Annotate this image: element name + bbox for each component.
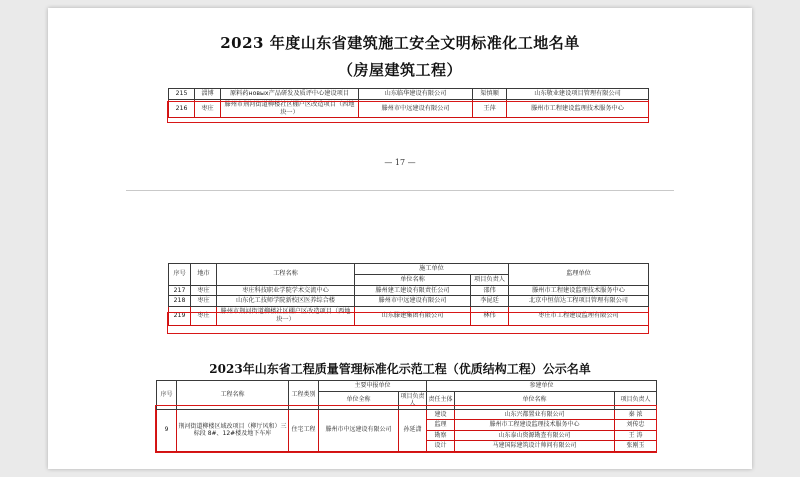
cell-manager: 李昆廷 xyxy=(471,296,509,307)
section3-title: 2023年山东省工程质量管理标准化示范工程（优质结构工程）公示名单 xyxy=(209,362,591,376)
header-participate-manager: 项目负责人 xyxy=(615,391,657,409)
cell-role: 监理 xyxy=(427,420,455,431)
cell-participant-person: 王 涛 xyxy=(615,430,657,441)
cell-builder: 滕州建工建设有限责任公司 xyxy=(355,285,471,296)
cell-role: 设计 xyxy=(427,441,455,452)
cell-project: 山东化工技师学院新校区医养综合楼 xyxy=(217,296,355,307)
cell-role: 勘察 xyxy=(427,430,455,441)
page-title-line1: 2023 年度山东省建筑施工安全文明标准化工地名单 xyxy=(220,34,580,52)
cell-manager: 林伟 xyxy=(471,307,509,326)
cell-area: 枣庄 xyxy=(191,296,217,307)
table-1 xyxy=(168,88,649,118)
table-section-2 xyxy=(168,263,648,326)
cell-type: 住宅工程 xyxy=(289,409,319,451)
cell-supervisor: 北京中恒信达工程项目管理有限公司 xyxy=(509,296,649,307)
header-declare-manager: 项目负责人 xyxy=(400,392,425,407)
cell-builder: 滕州市中远建设有限公司 xyxy=(359,99,473,118)
cell-declare-manager: 孙延潇 xyxy=(399,409,427,451)
header-area: 地市 xyxy=(191,264,217,286)
cell-project: 枣庄科技职业学院学术交流中心 xyxy=(217,285,355,296)
cell-participant-person: 秦 浓 xyxy=(615,409,657,420)
cell-builder: 山东滕建集团有限公司 xyxy=(355,307,471,326)
cell-project: 滕州市荆河街道柳楼社区棚户区改造项目（西地块一） xyxy=(217,307,355,326)
table-row-highlighted xyxy=(169,307,649,326)
table-row-highlighted xyxy=(157,409,657,420)
page-number: — 17 — xyxy=(384,158,416,167)
header-construction-unit: 施工单位 xyxy=(355,264,509,275)
header-declare-unit: 主要申报单位 xyxy=(319,381,427,392)
cell-no: 217 xyxy=(169,285,191,296)
cell-role: 建设 xyxy=(427,409,455,420)
cell-participant-unit: 滕州市工程建设监理技术服务中心 xyxy=(455,420,615,431)
table-3 xyxy=(156,380,657,452)
table-row xyxy=(169,89,649,100)
header-supervisor: 监理单位 xyxy=(509,264,649,286)
table-row-highlighted xyxy=(169,99,649,118)
table-header-row xyxy=(157,381,657,392)
cell-no: 215 xyxy=(169,89,195,100)
document-inner xyxy=(48,8,752,469)
header-no: 序号 xyxy=(169,264,191,286)
header-unit-name: 单位名称 xyxy=(355,274,471,285)
document-sheet xyxy=(48,8,752,469)
table-row xyxy=(169,296,649,307)
cell-supervisor: 滕州市工程建设监理技术服务中心 xyxy=(509,285,649,296)
cell-project: 荆河街道柳楼区域改项目（柳厅风和）三标段 8#、12#楼及地下车库 xyxy=(177,409,289,451)
cell-area: 淄博 xyxy=(195,89,221,100)
cell-no: 219 xyxy=(169,307,191,326)
cell-declare-unit-name: 滕州市中远建设有限公司 xyxy=(319,409,399,451)
cell-project: 滕州市荆河街道柳楼社区棚户区改造项目（西地块一） xyxy=(221,99,359,118)
cell-manager: 王萍 xyxy=(473,99,507,118)
cell-supervisor: 山东敬业建设项目管理有限公司 xyxy=(507,89,649,100)
cell-builder: 山东临华建设有限公司 xyxy=(359,89,473,100)
cell-manager: 渠慎顺 xyxy=(473,89,507,100)
header-participate-unit: 参建单位 xyxy=(427,381,657,392)
header-responsible-body: 责任主体 xyxy=(427,391,455,409)
page-title-line2: （房屋建筑工程） xyxy=(337,61,462,79)
table-row xyxy=(169,285,649,296)
header-manager: 项目负责人 xyxy=(471,274,509,285)
cell-supervisor: 滕州市工程建设监理技术服务中心 xyxy=(507,99,649,118)
header-participate-unit-name: 单位名称 xyxy=(455,391,615,409)
table-section-1 xyxy=(168,88,648,118)
cell-manager: 邵伟 xyxy=(471,285,509,296)
cell-no: 218 xyxy=(169,296,191,307)
cell-participant-unit: 山东兴都置业有限公司 xyxy=(455,409,615,420)
cell-area: 枣庄 xyxy=(191,307,217,326)
header-type: 工程类别 xyxy=(289,381,319,410)
cell-participant-person: 张刚玉 xyxy=(615,441,657,452)
cell-project: 原料药новых产品研发及质评中心建设项目 xyxy=(221,89,359,100)
page-divider xyxy=(126,190,674,191)
header-no: 序号 xyxy=(157,381,177,410)
table-2 xyxy=(168,263,649,326)
cell-area: 枣庄 xyxy=(195,99,221,118)
cell-area: 枣庄 xyxy=(191,285,217,296)
cell-no: 216 xyxy=(169,99,195,118)
header-project: 工程名称 xyxy=(177,381,289,410)
table-section-3 xyxy=(156,380,656,452)
cell-participant-person: 刘传忠 xyxy=(615,420,657,431)
cell-no: 9 xyxy=(157,409,177,451)
cell-participant-unit: 山东泰山资源勘查有限公司 xyxy=(455,430,615,441)
cell-participant-unit: 马建国际建筑设计帅问有限公司 xyxy=(455,441,615,452)
cell-supervisor: 枣庄市工程建设监理有限公司 xyxy=(509,307,649,326)
header-project: 工程名称 xyxy=(217,264,355,286)
table-header-row xyxy=(169,264,649,275)
header-declare-unit-name: 单位全称 xyxy=(319,391,399,409)
cell-builder: 滕州市中远建设有限公司 xyxy=(355,296,471,307)
